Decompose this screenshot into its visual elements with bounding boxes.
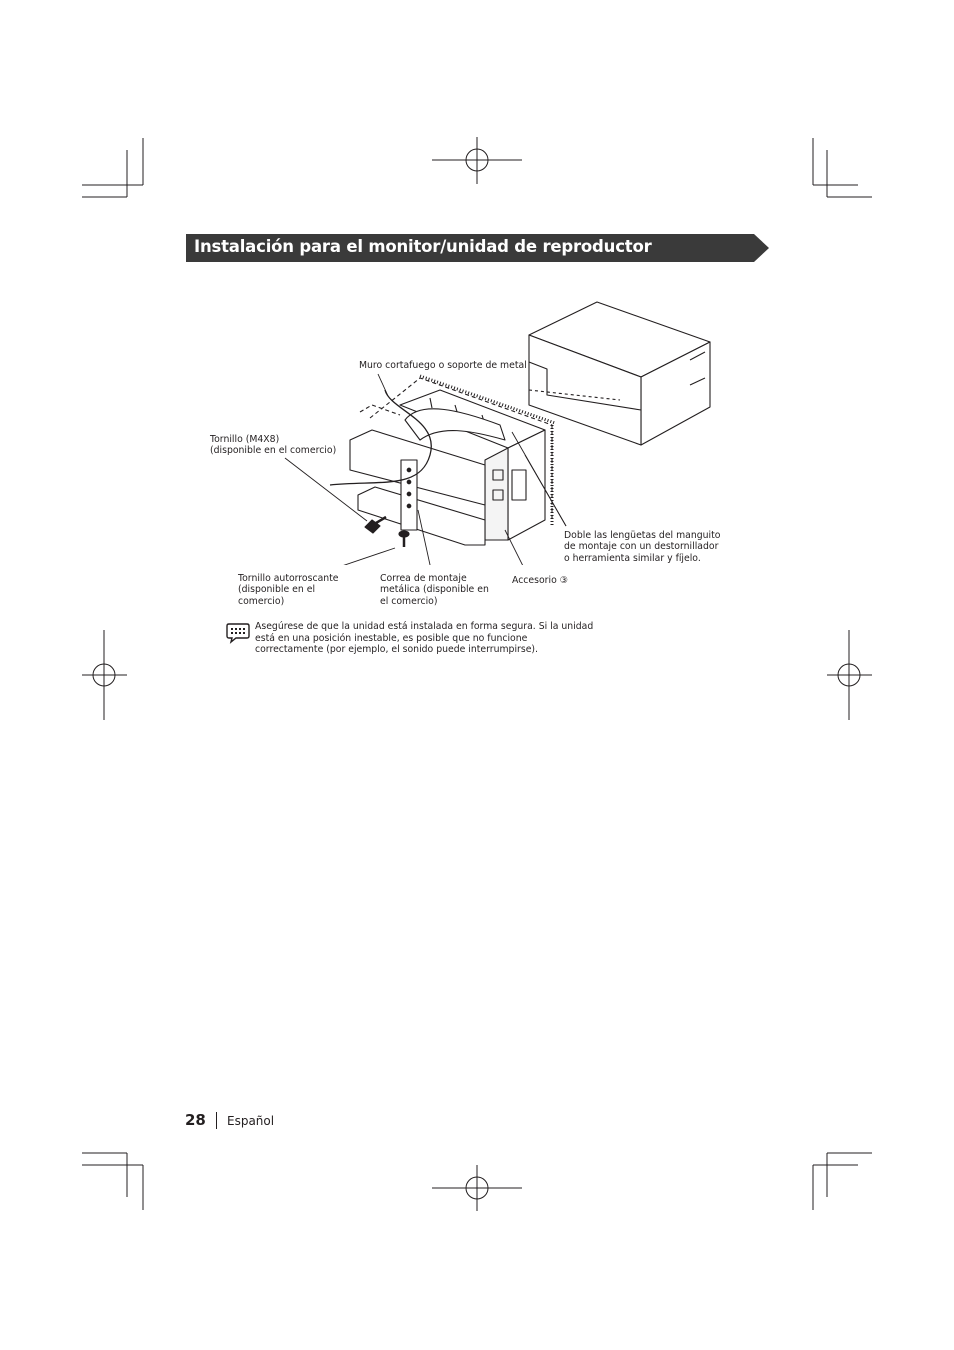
label-self-tapping-screw: Tornillo autorroscante (disponible en el comercio) <box>238 573 339 607</box>
label-tabs: Doble las lengüetas del manguito de montaje con un destornillador o herramienta similar y fíjelo. <box>564 530 721 564</box>
page-language: Español <box>227 1114 275 1128</box>
metal-strap <box>401 460 417 530</box>
note-icon <box>226 622 250 648</box>
screw-m4x8 <box>365 517 386 533</box>
note-text: Asegúrese de que la unidad está instalada en forma segura. Si la unidad está en una posición inestable, es posible que no funcione correctamente (por ejemplo, el sonido puede interrumpirse). <box>255 621 594 655</box>
self-tapping-screw <box>399 531 409 547</box>
label-screw-m4x8: Tornillo (M4X8) (disponible en el comercio) <box>210 434 337 457</box>
head-unit-box <box>529 302 710 445</box>
installation-diagram <box>200 295 720 565</box>
label-firewall: Muro cortafuego o soporte de metal <box>359 360 527 371</box>
section-header <box>186 234 769 262</box>
section-title: Instalación para el monitor/unidad de reproductor <box>194 237 652 256</box>
label-metal-strap: Correa de montaje metálica (disponible en el comercio) <box>380 573 489 607</box>
label-accessory: Accesorio ③ <box>512 575 569 586</box>
page-number: 28 <box>185 1111 206 1129</box>
page-separator <box>216 1112 217 1129</box>
